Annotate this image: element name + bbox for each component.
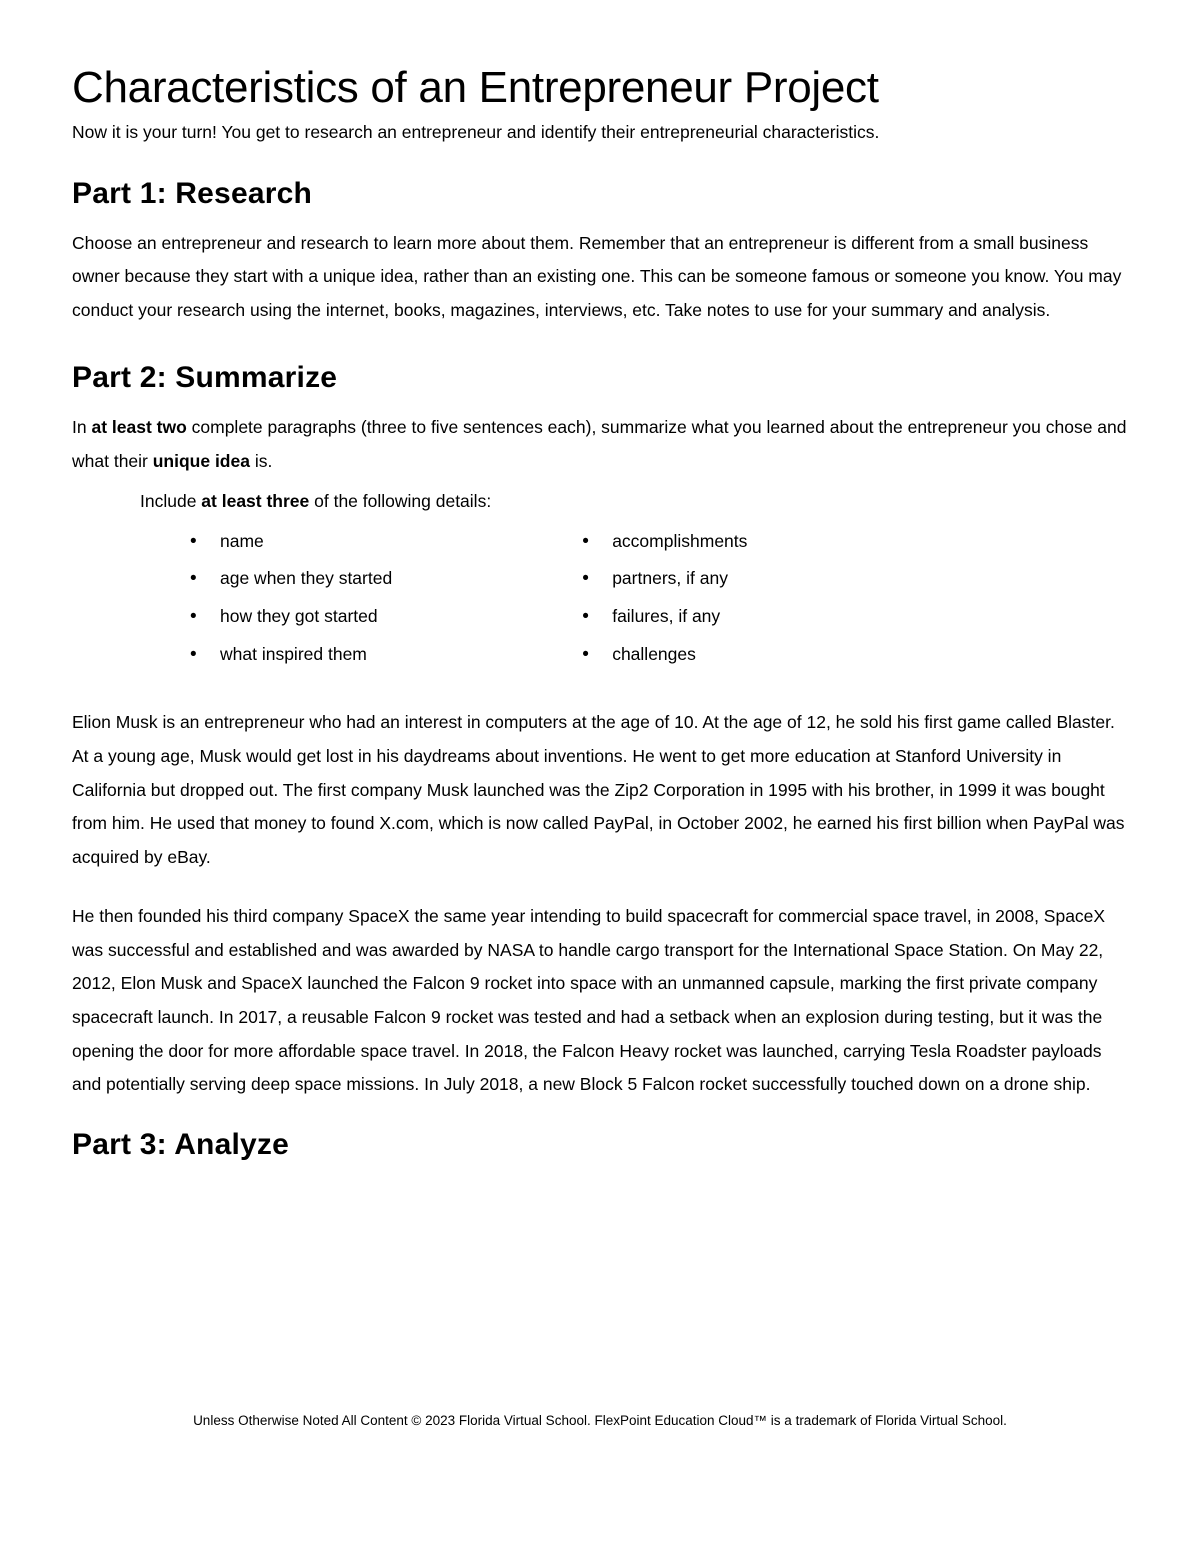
include-text-2: of the following details: [309,490,492,511]
list-item: • failures, if any [574,601,747,632]
section-heading-part-1: Part 1: Research [72,176,312,210]
section-heading-part-2: Part 2: Summarize [72,361,338,395]
list-item: • partners, if any [574,563,747,594]
list-item: • what inspired them [182,639,392,670]
page-title: Characteristics of an Entrepreneur Project [72,63,879,112]
list-item: • age when they started [182,563,392,594]
page-footer: Unless Otherwise Noted All Content © 2023 Florida Virtual School. FlexPoint Education Cloud™ is a trademark of Florida Virtual School. [193,1413,1007,1429]
list-item: • name [182,526,392,557]
instruction-bold-unique-idea: unique idea [152,450,250,471]
part-1-paragraph: Choose an entrepreneur and research to learn more about them. Remember that an entrepreneur is different from a small business owner because they start with a unique idea, rather than an existing one. This can be someone famous or someone you know. You may conduct your research using the internet, books, magazines, interviews, etc. Take notes to use for your summary and analysis. [72,232,1122,320]
list-item: • how they got started [182,601,392,632]
instruction-bold-at-least-two: at least two [91,417,187,438]
instruction-text-3: is. [249,450,273,471]
student-response-paragraph-1: Elion Musk is an entrepreneur who had an interest in computers at the age of 10. At the age of 12, he sold his first game called Blaster. At a young age, Musk would get lost in his daydreams about inventions. He went to get more education at Stanford University in California but dropped out. The first company Musk launched was the Zip2 Corporation in 1995 with his brother, in 1999 it was bought from him. He used that money to found X.com, which is now called PayPal, in October 2002, he earned his first billion when PayPal was acquired by eBay. [72,712,1125,867]
instruction-text-2: complete paragraphs (three to five sentences each), summarize what you learned about the entrepreneur you chose and what their [72,417,1127,471]
details-list-right [574,526,747,677]
student-response-paragraph-2: He then founded his third company SpaceX the same year intending to build spacecraft for commercial space travel, in 2008, SpaceX was successful and established and was awarded by NASA to handle cargo transport for the International Space Station. On May 22, 2012, Elon Musk and SpaceX launched the Falcon 9 rocket into space with an unmanned capsule, marking the first private company spacecraft launch. In 2017, a reusable Falcon 9 rocket was tested and had a setback when an explosion during testing, but it was the opening the door for more affordable space travel. In 2018, the Falcon Heavy rocket was launched, carrying Tesla Roadster payloads and potentially serving deep space missions. In July 2018, a new Block 5 Falcon rocket successfully touched down on a drone ship. [72,906,1106,1095]
details-bullet-columns [72,526,1128,677]
list-item: • accomplishments [574,526,747,557]
instruction-text-1: In [72,417,92,438]
part-2-instruction [72,411,1128,478]
intro-paragraph: Now it is your turn! You get to research an entrepreneur and identify their entrepreneurial characteristics. [72,122,880,143]
section-heading-part-3: Part 3: Analyze [72,1127,289,1161]
list-item: • challenges [574,639,747,670]
include-bold-at-least-three: at least three [201,490,310,511]
include-text-1: Include [140,490,202,511]
include-details-line [72,485,1128,518]
details-list-left [182,526,392,677]
